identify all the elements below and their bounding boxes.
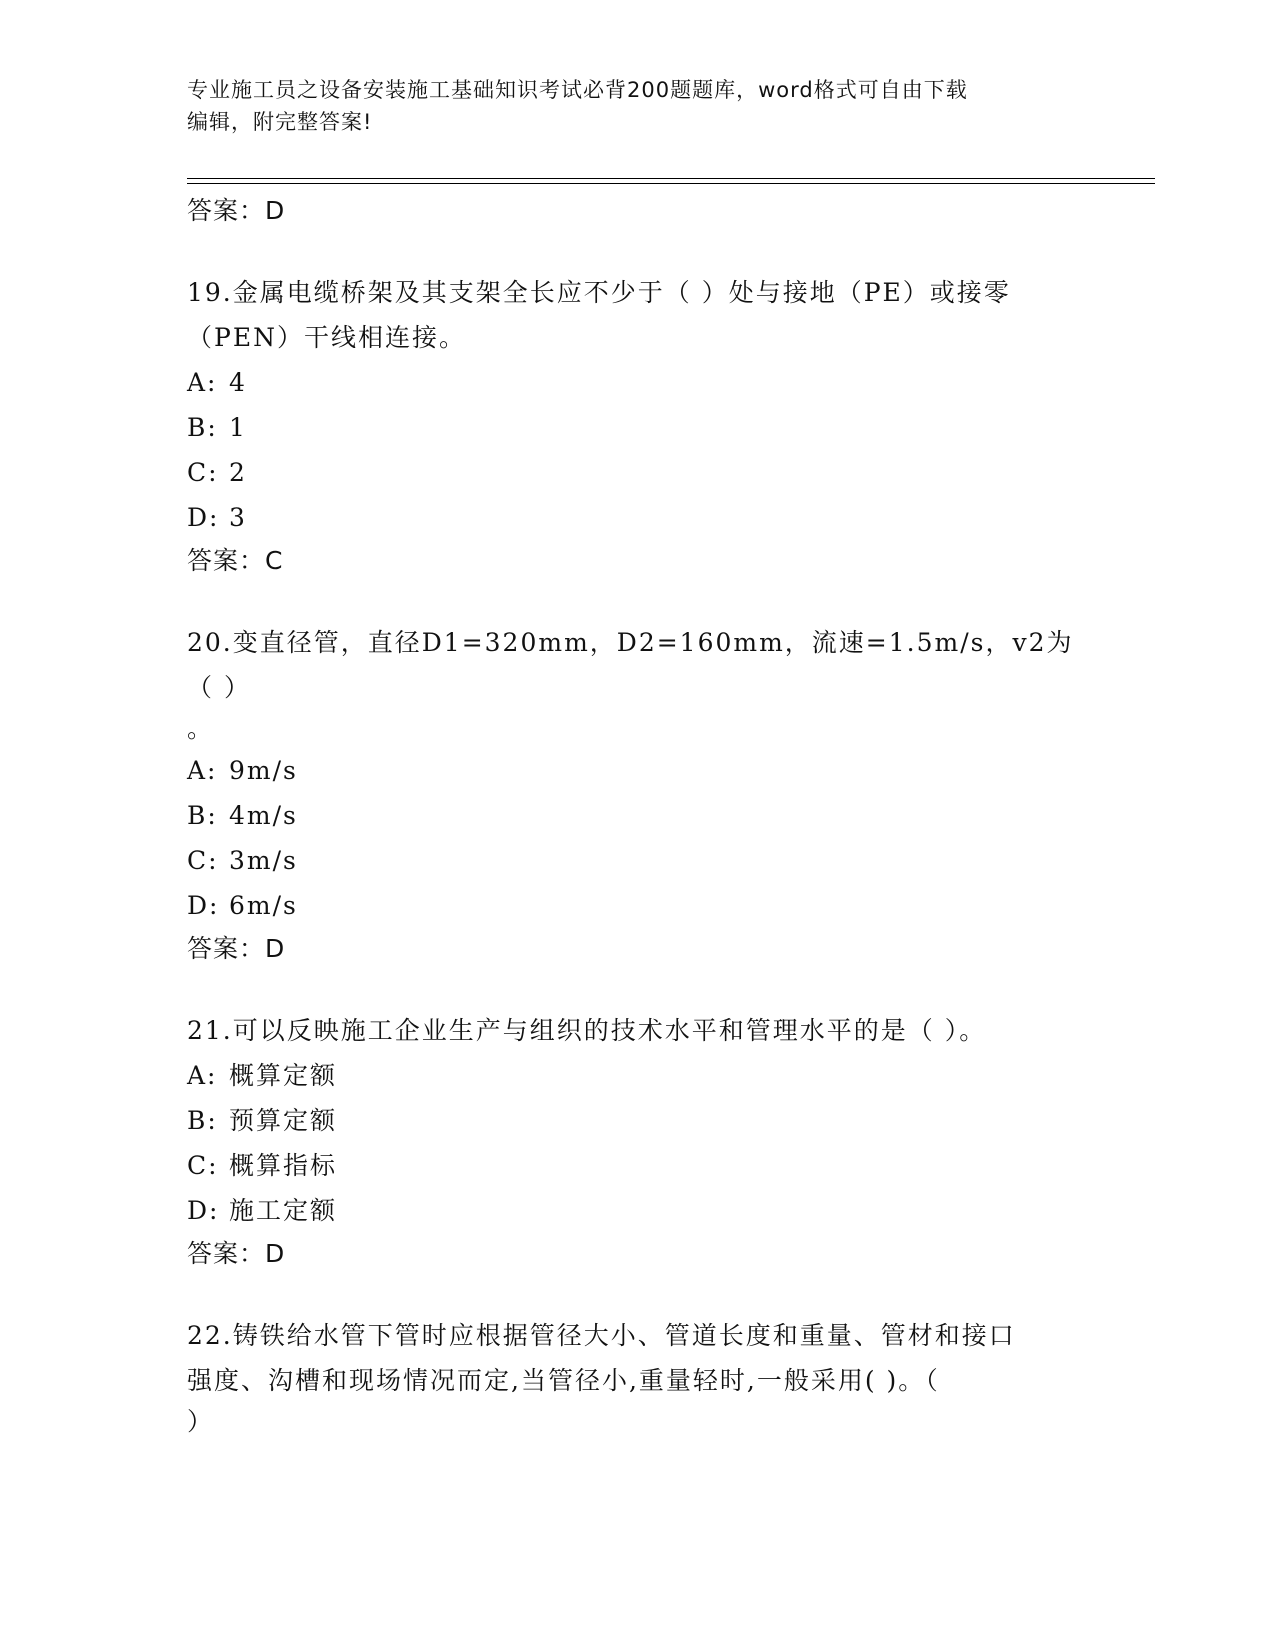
option-label: C: xyxy=(187,1151,219,1180)
header-rule-bottom xyxy=(187,183,1155,184)
question-text-line: ） xyxy=(187,1407,215,1436)
question-22 xyxy=(187,1313,1087,1441)
option-text: 施工定额 xyxy=(229,1196,338,1225)
option-text: 3 xyxy=(229,503,247,532)
option-b xyxy=(187,1098,1087,1143)
question-text xyxy=(187,270,1087,360)
question-21 xyxy=(187,1008,1087,1275)
option-d xyxy=(187,883,1087,928)
option-c xyxy=(187,838,1087,883)
question-text xyxy=(187,620,1087,748)
header-line-2: 编辑，附完整答案! xyxy=(187,110,373,134)
option-label: D: xyxy=(187,503,220,532)
answer-line: 答案：D xyxy=(187,1239,286,1268)
question-text-line: 21.可以反映施工企业生产与组织的技术水平和管理水平的是（ ）。 xyxy=(187,1016,987,1045)
question-text-line: 强度、沟槽和现场情况而定,当管径小,重量轻时,一般采用( )。（ xyxy=(187,1366,940,1395)
option-text: 预算定额 xyxy=(229,1106,338,1135)
option-d xyxy=(187,495,1087,540)
answer-line: 答案：C xyxy=(187,546,284,575)
option-label: A: xyxy=(187,1061,218,1090)
option-label: D: xyxy=(187,891,220,920)
option-label: C: xyxy=(187,458,219,487)
option-c xyxy=(187,1143,1087,1188)
option-label: B: xyxy=(187,413,218,442)
question-text-line: 19.金属电缆桥架及其支架全长应不少于（ ）处与接地（PE）或接零 xyxy=(187,278,1011,307)
option-text: 4 xyxy=(229,368,247,397)
option-label: D: xyxy=(187,1196,220,1225)
question-text-line: （PEN）干线相连接。 xyxy=(187,323,466,352)
option-c xyxy=(187,450,1087,495)
option-text: 概算定额 xyxy=(229,1061,338,1090)
header-rule-top xyxy=(187,178,1155,179)
question-list xyxy=(187,190,1087,1441)
option-label: B: xyxy=(187,801,218,830)
answer-line: 答案：D xyxy=(187,196,286,225)
question-20 xyxy=(187,620,1087,970)
question-19 xyxy=(187,270,1087,582)
option-a xyxy=(187,1053,1087,1098)
option-label: A: xyxy=(187,368,218,397)
option-text: 9m/s xyxy=(229,756,298,785)
option-text: 6m/s xyxy=(229,891,298,920)
option-label: C: xyxy=(187,846,219,875)
option-label: B: xyxy=(187,1106,218,1135)
option-a xyxy=(187,748,1087,793)
option-text: 3m/s xyxy=(229,846,298,875)
question-text xyxy=(187,1313,1087,1441)
page-header xyxy=(187,74,1087,138)
question-text-line: 22.铸铁给水管下管时应根据管径大小、管道长度和重量、管材和接口 xyxy=(187,1321,1016,1350)
option-text: 2 xyxy=(229,458,247,487)
question-text-line: 20.变直径管，直径D1=320mm，D2=160mm，流速=1.5m/s，v2为（ ） xyxy=(187,628,1074,702)
option-b xyxy=(187,793,1087,838)
option-label: A: xyxy=(187,756,218,785)
option-text: 1 xyxy=(229,413,247,442)
answer-line: 答案：D xyxy=(187,934,286,963)
option-d xyxy=(187,1188,1087,1233)
option-a xyxy=(187,360,1087,405)
question-text-line: 。 xyxy=(187,714,215,743)
option-text: 4m/s xyxy=(229,801,298,830)
question-text xyxy=(187,1008,1087,1053)
option-b xyxy=(187,405,1087,450)
header-line-1: 专业施工员之设备安装施工基础知识考试必背200题题库，word格式可自由下载 xyxy=(187,78,968,102)
option-text: 概算指标 xyxy=(229,1151,338,1180)
